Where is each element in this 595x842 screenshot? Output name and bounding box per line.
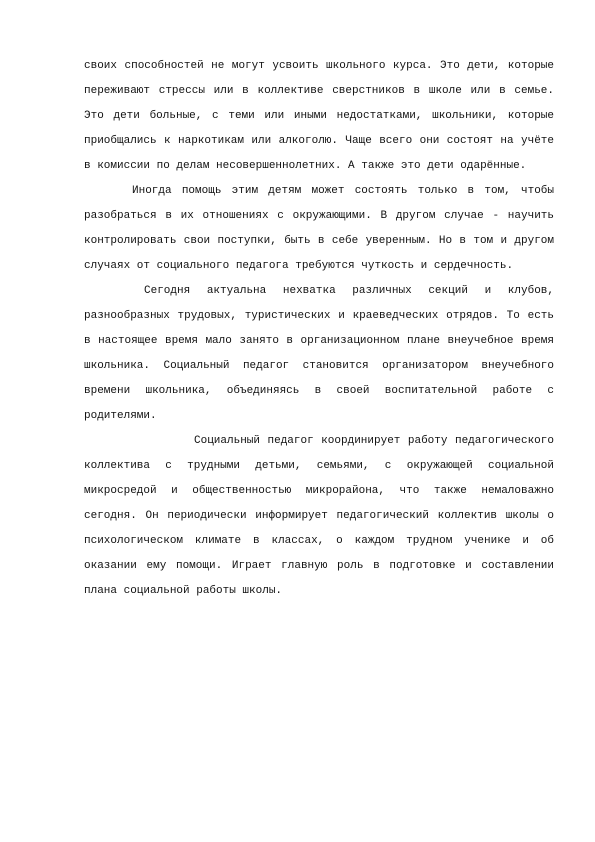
document-page [84, 54, 554, 604]
paragraph-help: Иногда помощь этим детям может состоять только в том, чтобы разобраться в их отношениях с окружающими. В другом случае - научить контролировать свои поступки, быть в себе уверенным. Но в том и другом случаях от социального педагога требуются чуткость и сердечность. [84, 185, 554, 272]
paragraph-continuation: своих способностей не могут усвоить школьного курса. Это дети, которые переживают стрессы или в коллективе сверстников в школе или в семье. Это дети больные, с теми или иными недостатками, школьники, которые приобщались к наркотикам или алкоголю. Чаще всего они состоят на учёте в комиссии по делам несовершеннолетних. А также это дети одарённые. [84, 60, 554, 172]
paragraph-clubs: Сегодня актуальна нехватка различных секций и клубов, разнообразных трудовых, туристических и краеведческих отрядов. То есть в настоящее время мало занято в организационном плане внеучебное время школьника. Социальный педагог становится организатором внеучебного времени школьника, объединяясь в своей воспитательной работе с родителями. [84, 285, 554, 422]
paragraph-coordination: Социальный педагог координирует работу педагогического коллектива с трудными детьми, семьями, с окружающей социальной микросредой и общественностью микрорайона, что также немаловажно сегодня. Он периодически информирует педагогический коллектив школы о психологическом климате в классах, о каждом трудном ученике и об оказании ему помощи. Играет главную роль в подготовке и составлении плана социальной работы школы. [84, 435, 554, 597]
